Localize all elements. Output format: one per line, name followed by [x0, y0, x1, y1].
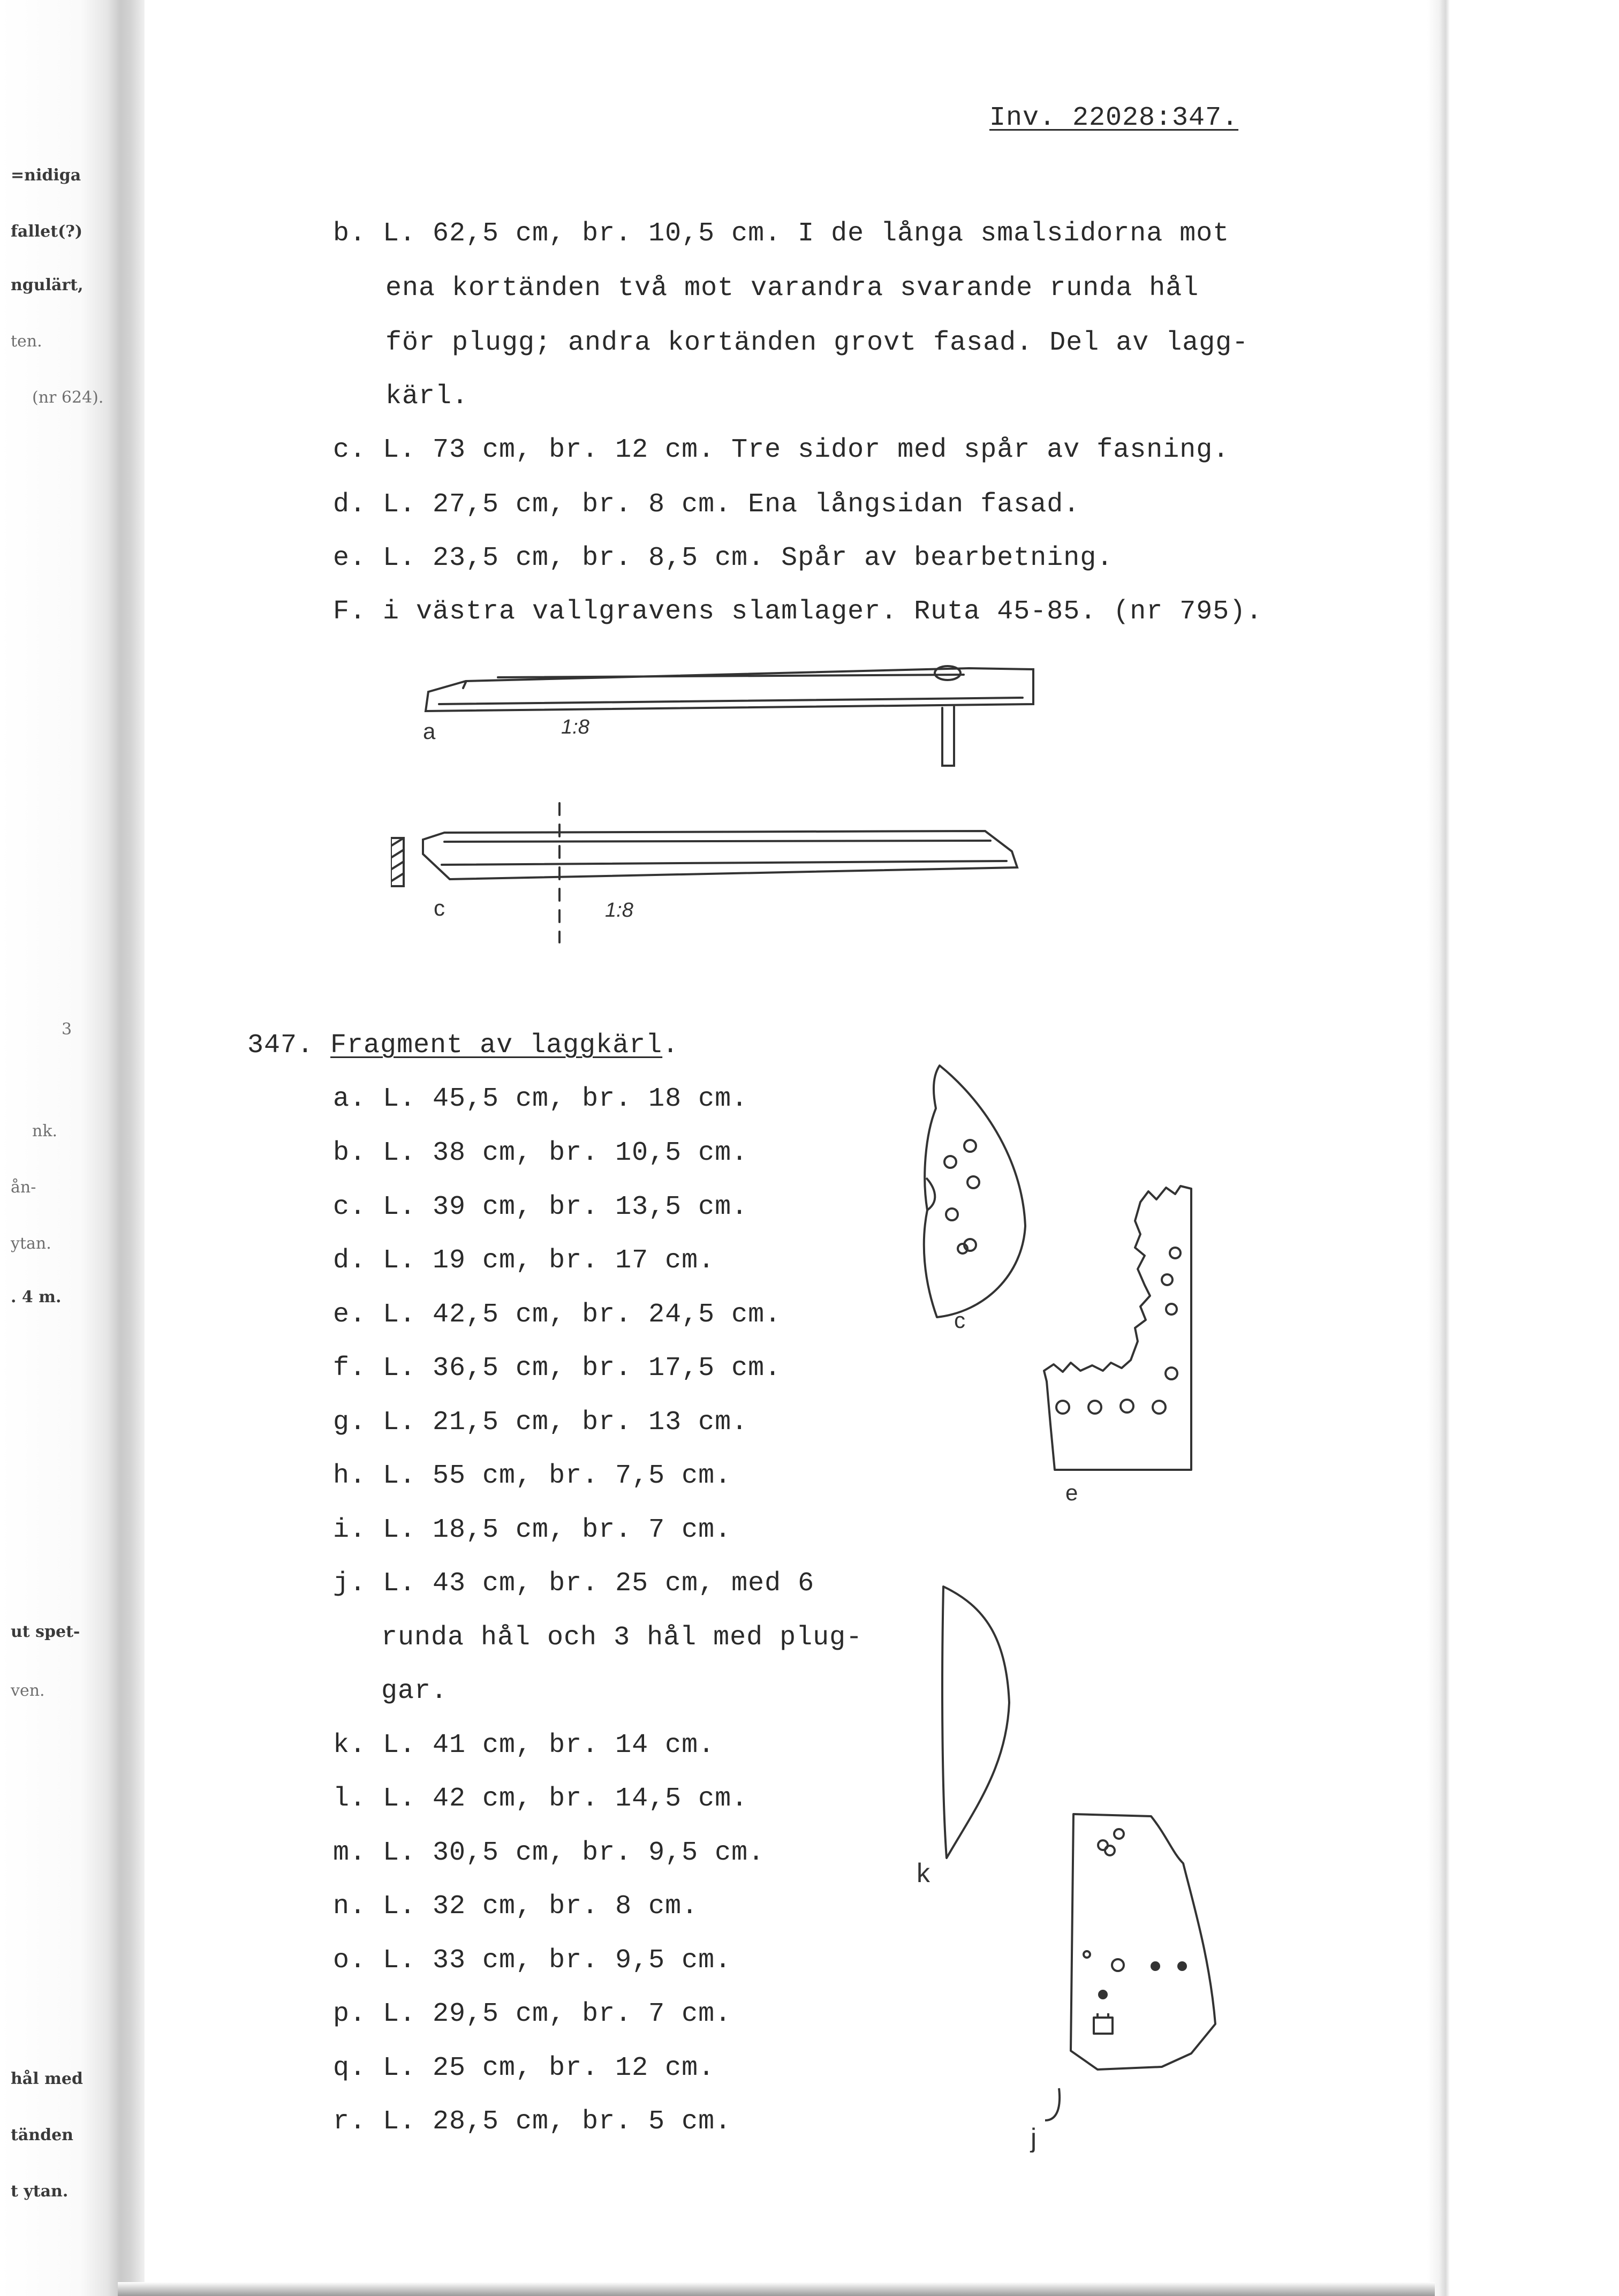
bleed-line: =nidiga	[11, 166, 81, 185]
item-number: 347.	[247, 1030, 314, 1061]
entry-line: e. L. 42,5 cm, br. 24,5 cm.	[333, 1300, 782, 1330]
bleed-line: fallet(?)	[11, 222, 83, 241]
sketch-c-letter: c	[434, 895, 445, 920]
text-line: d. L. 27,5 cm, br. 8 cm. Ena långsidan fasad.	[333, 489, 1080, 520]
entry-line: k. L. 41 cm, br. 14 cm.	[333, 1730, 715, 1761]
entry-line: q. L. 25 cm, br. 12 cm.	[333, 2053, 715, 2083]
entry-line: g. L. 21,5 cm, br. 13 cm.	[333, 1407, 748, 1438]
sketch-c-scale: 1:8	[605, 899, 633, 922]
text-line: för plugg; andra kortänden grovt fasad. Del av lagg-	[385, 328, 1249, 358]
bleed-line: hål med	[11, 2070, 83, 2088]
entry-line: r. L. 28,5 cm, br. 5 cm.	[333, 2106, 732, 2137]
bleed-line: t ytan.	[11, 2182, 69, 2201]
entry-line: o. L. 33 cm, br. 9,5 cm.	[333, 1945, 732, 1976]
bleed-line: 3	[62, 1020, 72, 1039]
entry-line: runda hål och 3 hål med plug-	[381, 1622, 863, 1653]
entry-line: m. L. 30,5 cm, br. 9,5 cm.	[333, 1838, 765, 1868]
bleed-line: ån-	[11, 1178, 36, 1197]
text-line: c. L. 73 cm, br. 12 cm. Tre sidor med spår av fasning.	[333, 435, 1230, 465]
page-right-edge	[1427, 0, 1619, 2296]
entry-line: j. L. 43 cm, br. 25 cm, med 6	[333, 1568, 815, 1599]
text-line: b. L. 62,5 cm, br. 10,5 cm. I de långa smalsidorna mot	[333, 218, 1230, 249]
entry-line: d. L. 19 cm, br. 17 cm.	[333, 1245, 715, 1276]
entry-line: l. L. 42 cm, br. 14,5 cm.	[333, 1784, 748, 1814]
entry-line: c. L. 39 cm, br. 13,5 cm.	[333, 1192, 748, 1222]
text-line: ena kortänden två mot varandra svarande runda hål	[385, 273, 1199, 304]
text-line: kärl.	[385, 381, 469, 412]
item-title-dot: .	[662, 1030, 679, 1061]
sketch-c2-letter: c	[954, 1308, 965, 1333]
bleed-line: ngulärt,	[11, 276, 84, 294]
bleed-line: ut spet-	[11, 1622, 80, 1641]
sketch-a-scale: 1:8	[561, 716, 589, 738]
entry-line: gar.	[381, 1676, 448, 1706]
entry-line: f. L. 36,5 cm, br. 17,5 cm.	[333, 1353, 782, 1384]
bleed-line: ven.	[11, 1681, 45, 1700]
sketch-j-letter: j	[1031, 2123, 1037, 2152]
sketch-k-letter: k	[917, 1858, 930, 1888]
entry-line: h. L. 55 cm, br. 7,5 cm.	[333, 1461, 732, 1491]
text-line: F. i västra vallgravens slamlager. Ruta 45-85. (nr 795).	[333, 596, 1263, 627]
bleed-line: ytan.	[11, 1234, 51, 1253]
text-line: e. L. 23,5 cm, br. 8,5 cm. Spår av bearbetning.	[333, 543, 1114, 573]
entry-line: i. L. 18,5 cm, br. 7 cm.	[333, 1515, 732, 1545]
sketch-staves-a-c	[391, 648, 1055, 948]
entry-line: p. L. 29,5 cm, br. 7 cm.	[333, 1999, 732, 2029]
sketch-e-letter: e	[1065, 1480, 1078, 1505]
bleed-line: (nr 624).	[32, 388, 104, 407]
bleed-line: . 4 m.	[11, 1288, 62, 1306]
entry-line: b. L. 38 cm, br. 10,5 cm.	[333, 1138, 748, 1168]
bleed-line: tänden	[11, 2126, 73, 2144]
entry-line: n. L. 32 cm, br. 8 cm.	[333, 1891, 699, 1922]
item-title: Fragment av laggkärl	[330, 1030, 663, 1061]
page-bottom-edge	[118, 2282, 1435, 2296]
bleed-line: ten.	[11, 332, 42, 351]
item-347-heading	[247, 1030, 679, 1061]
sketch-fragments	[910, 1049, 1258, 2152]
sketch-a-letter: a	[423, 719, 436, 744]
inventory-number: Inv. 22028:347.	[989, 103, 1239, 133]
entry-line: a. L. 45,5 cm, br. 18 cm.	[333, 1084, 748, 1114]
bleed-line: nk.	[32, 1122, 58, 1141]
